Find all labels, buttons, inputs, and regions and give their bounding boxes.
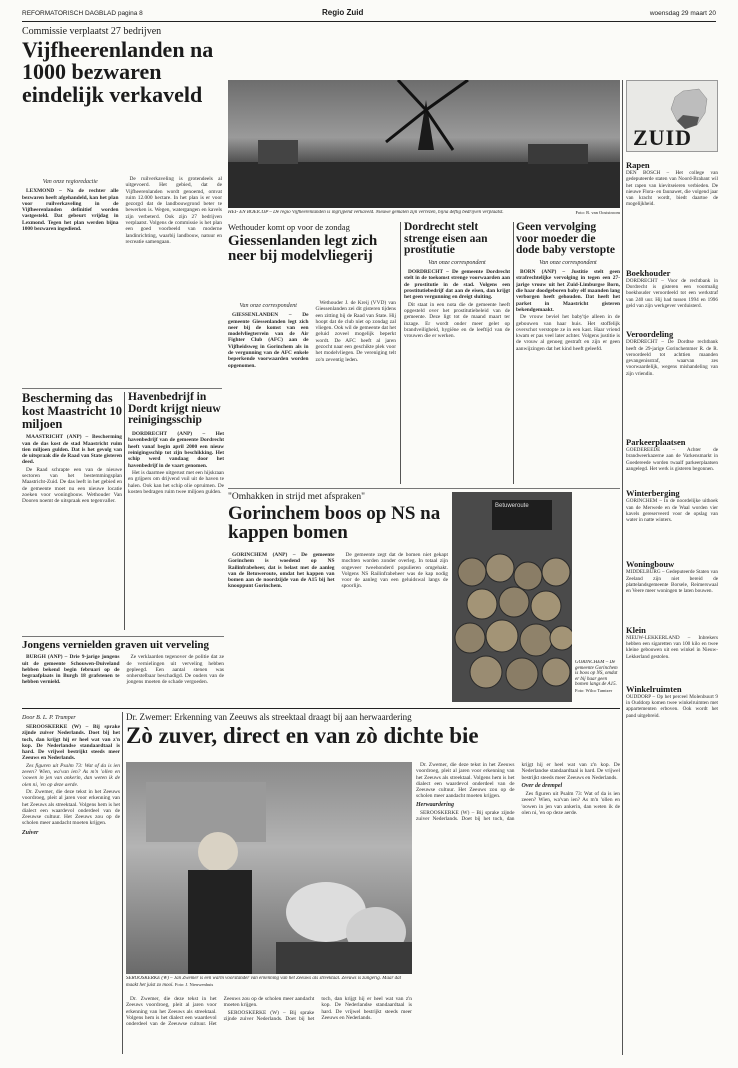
article-dordrecht-prostitutie [404,222,510,484]
column-divider [124,392,125,630]
article-maastricht-das [22,392,122,632]
article-body: De gemeente zegt dat de bomen niet gekapt mochten worden zonder overleg. In totaal zijn ongeveer tweehonderd populieren omgehakt. Volgens NS Railinfrabeheer was de kap nodig voor de aanleg van een geluidswal langs de spoorlijn. [341,552,448,590]
article-headline: Gorinchem boos op NS na kappen bomen [228,503,441,544]
brief-veroordeling [626,329,718,377]
article-headline: Vijfheerenlanden na 1000 bezwaren eindelijk verkaveld [22,37,214,107]
logs-credit: Foto: Wilco Tamtzer [575,687,613,693]
article-body: Ze verklaarden tegenover de politie dat ze de vernielingen uit verveling hebben gepleegd. Een aantal stenen was onherstelbaar beschadigd. De ouders van de jongens moeten de schade vergoeden. [126,654,224,686]
column-divider [122,712,123,1054]
article-havenbedrijf [128,392,224,632]
article-body: Dr. Zwemer, die deze tekst in het Zeeuws voordroeg, pleit al jaren voor erkenning van het Zeeuws als streektaal. Volgens hem is het dialect een waardevol onderdeel van de Zeeuwse cultuur. Het Zeeuws zou op de scholen meer aandacht moeten krijgen. [22,788,120,827]
article-zeeuws-right [416,762,620,1056]
brief-klein [626,625,718,660]
brief-title: Parkeerplaatsen [626,437,686,448]
article-lead: BORN (ANP) – Justitie stelt geen strafrechtelijke vervolging in tegen een 27-jarige vrouw uit het Zuid-Limburgse Born, die haar doodgeboren baby elf maanden lang verborgen heeft gehouden. Dat heeft het parket in Maastricht gisteren bekendgemaakt. [516,269,620,313]
brief-text: MIDDELBURG – Gedeputeerde Staten van Zeeland zijn niet bereid de plattelandsgemeente Borsele, Reimerswaal en Veere meer woningen te laten bouwen. [626,569,718,595]
article-vijfheerenlanden-body [22,176,222,386]
article-body: De ruilverkaveling is grotendeels al uitgevoerd. Het gebied, dat de Vijfheerenlanden wordt genoemd, omvat ruim 12.000 hectare. In het plan is er voor gezorgd dat de landbouwgrond beter te bewerken is. Wegen, watergangen en kavels zijn verbeterd. Ook zijn 27 bedrijven verplaatst. Volgens de commissie is het plan een goed voorbeeld van moderne landinrichting, waarbij landbouw, natuur en recreatie samengaan. [125,176,222,245]
article-lead: SEROOSKERKE (W) – Bij sprake zijnde zuiver Nederlands. Doet bij het toch, dan krijgt hij er heel wat van z'n kop. De Nederlandse standaardtaal is hard. De vrijwel bestrijkt steeds meer Zeeuws en Nederlands. [22,724,120,762]
article-body: Dr. Zwemer, die deze tekst in het Zeeuws voordroeg, pleit al jaren voor erkenning van het Zeeuws als streektaal. Volgens hem is het dialect een waardevol onderdeel van de Zeeuwse cultuur. Het Zeeuws zou op de scholen meer aandacht moeten krijgen. [416,762,515,800]
region-logo-text: ZUID [633,124,693,150]
brief-text: DORDRECHT – De Dordtse rechtbank heeft de 29-jarige Gorinchemmer R. de R. veroordeeld tot achttien maanden gevangenisstraf, waarvan zes voorwaardelijk, wegens mishandeling van zijn vriendin. [626,339,718,377]
column-divider [513,222,514,484]
article-headline: Zò zuver, direct en van zò dichte bie [126,723,479,748]
brief-parkeerplaatsen [626,437,718,472]
brief-title: Veroordeling [626,329,674,340]
section-rule [22,388,222,389]
article-headline: Dordrecht stelt strenge eisen aan prostitutie [404,222,488,257]
article-byline: Van onze correspondent [239,303,297,309]
zwemer-caption: SEROOSKERKE (W) – Jan Zwemer is een warm voorstander van erkenning van het Zeeuws als streektaal. Zeeuws is zungerig. Maar dat maakt het juist zo mooi. [126,976,402,988]
article-lead: BURGH (ANP) – Drie 9-jarige jongens uit de gemeente Schouwen-Duiveland hebben bekend begin februari op de begraafplaats in Burgh 18 grafstenen te hebben vernield. [22,654,120,686]
brief-rapen [626,160,718,208]
site-sign: Betuweroute [492,500,552,530]
brief-text: NIEUW-LEKKERLAND – Inbrekers hebben een sigaretten van 100 kilo en twee kleine gebouwen uit een winkel in Nieuw-Lekkerland gestolen. [626,634,718,660]
article-body: De vrouw beviel het baby'tje alleen in de gebouwen van haar huis. Het stoffelijk overschot verstopte ze in een kast. Haar vriend kwam er pas veel later achter. Volgens justitie is de vrouw al genoeg gestraft en zijn er geen aanwijzingen dat het kind heeft geleefd. [516,314,620,352]
article-byline: Van onze correspondent [428,260,486,267]
article-lead: LEXMOND – Na de rechter alle bezwaren heeft afgehandeld, kan het plan voor ruilverkaveling in de Vijfheerenlanden definitief worden vastgesteld. Dat gebeurt vrijdag in Lexmond. Tegen het plan werden bijna 1000 bezwaren ingediend. [22,188,119,233]
article-kicker: Commissie verplaatst 27 bedrijven [22,26,162,37]
article-lead: DORDRECHT (ANP) – Het havenbedrijf van de gemeente Dordrecht heeft vanaf begin april 2000 een nieuw reinigingsschip tot zijn beschikking. Het schip werd vandaag door het havenbedrijf in de vaart genomen. [128,431,224,469]
article-giessenlanden-head [228,222,396,300]
article-lead-repeat: SEROOSKERKE (W) – Bij sprake zijnde zuiver Nederlands. Doet bij het toch, dan krijgt hij er heel wat van z'n kop. De Nederlandse standaardtaal is hard. De vrijwel bestrijkt steeds meer Zeeuws en Nederlands. [416,762,620,823]
portrait-illustration [126,762,412,974]
brief-winterberging [626,488,718,523]
brief-text: DORDRECHT – Voor de rechtbank in Dordrecht is gisteren een voormalig boekhouder veroordeeld tot een werkstraf van 240 uur. Hij had tussen 1994 en 1996 geld van zijn werkgever verduisterd. [626,277,718,309]
article-byline: Van onze correspondent [539,260,597,267]
sidebar-divider [622,80,623,1055]
article-body-continued: Dr. Zwemer, die deze tekst in het Zeeuws voordroeg, pleit al jaren voor erkenning van het Zeeuws als streektaal. Volgens hem is het dialect een waardevol onderdeel van de Zeeuwse cultuur. Het Zeeuws zou op de scholen meer aandacht moeten krijgen. [126,996,315,1028]
article-lead: GIESSENLANDEN – De gemeente Giessenlanden legt zich neer bij de komst van een modelvliegterrein van de Air Fighter Club (AFC) aan de Vijfheidsweg in Gorinchem als in de vergunning van de AFC enkele beperkende voorwaarden worden opgenomen. [228,312,309,369]
article-headline: Havenbedrijf in Dordt krijgt nieuw reinigingsschip [128,392,221,427]
zwemer-photo [126,762,412,974]
article-headline: Giessenlanden legt zich neer bij modelvliegerij [228,233,378,265]
brief-woningbouw [626,559,718,594]
brief-text: GORINCHEM – In de noordelijke uithoek van de Merwede en de Waal worden vier kavels gereserveerd voor de opslag van water in natte winters. [626,498,718,524]
section-rule [228,488,620,489]
article-lead: MAASTRICHT (ANP) – Bescherming van de das kost de stad Maastricht ruim tien miljoen gulden. Dat is het gevolg van de uitspraak die de Raad van State gisteren deed. [22,434,122,466]
windmill-credit: Foto: R. van Ooststroom [575,210,620,215]
article-body: Dit staat in een nota die de gemeente heeft opgesteld over het prostitutiebeleid van de gemeente. Deze ligt tot de maand maart ter inzage. Er wordt onder meer gelet op brandveiligheid, hygiëne en de leeftijd van de vrouwen die er werken. [404,301,510,340]
section-rule [22,636,224,637]
article-gorinchem-body [228,552,448,702]
brief-winkelruimten [626,684,718,719]
brief-title: Winkelruimten [626,683,682,694]
article-body: De Raad schrapte een van de nieuwe sectoren van het bestemmingsplan Maastricht-Zuid. De das leeft in het gebied en de gemeente moet nu een nieuwe locatie zoeken voor woningbouw. Wethouder Van Dooren noemt de uitspraak een tegenvaller. [22,466,122,505]
zwemer-caption-row [126,976,412,994]
section-rule [22,708,620,709]
windmill-photo [228,80,620,208]
subheading-herwaardering: Herwaardering [416,801,455,808]
brief-text: OUDDORP – Op het perceel Molenbuurt 9 in Ouddorp komen twee winkelruimten met appartementen erboven. Ook wordt het pand uitgebreid. [626,693,718,719]
article-lead: DORDRECHT – De gemeente Dordrecht stelt in de toekomst strenge voorwaarden aan de prostitutie in de stad. Volgens een prostitutiebedrijf dat aan de eisen, dan krijgt het geen vergunning en dreigt sluiting. [404,269,510,301]
subheading-drempel: Over de drempel [521,782,563,789]
brief-title: Boekhouder [626,267,671,278]
article-byline: Van onze regioredactie [42,179,98,185]
masthead-rule [22,21,716,22]
article-headline: Jongens vernielden graven uit verveling [22,640,209,651]
article-headline: Bescherming das kost Maastricht 10 miljoen [22,392,122,431]
section-title: Regio Zuid [322,8,364,17]
article-body: Wethouder J. de Kreij (VVD) van Giessenlanden zei dit gisteren tijdens een zitting bij de Raad van State. Hij hoopt dat de club niet op zondag zal vliegen. Ook wil de gemeente dat het geluid zoveel mogelijk beperkt wordt. De AFC heeft al jaren gezocht naar een geschikte plek voor het modelvliegen. De vereniging telt zo'n zeventig leden. [315,300,396,363]
page-date: woensdag 29 maart 20 [649,10,716,17]
page-masthead [22,8,716,20]
logs-pile-icon [452,492,572,702]
article-zeeuws-bottom [126,996,412,1056]
article-lead: GORINCHEM (ANP) – De gemeente Gorinchem is woedend op NS Railinfrabeheer, dat is belast met de aanleg van de Betuweroute, omdat het kappen van bomen aan de noordzijde van de A15 bij het knooppunt Gorinchem. [228,552,335,590]
brief-text: GOEDEREEDE – Achter de brandweerkazerne aan de Varkensmarkt in Goedereede worden twaalf parkeerplaatsen aangelegd. Het werk is gisteren begonnen. [626,447,718,472]
subheading-zuiver: Zuiver [22,829,39,836]
article-headline: Geen vervolging voor moeder die dode baby verstopte [516,222,616,257]
brief-boekhouder [626,268,718,309]
article-zeeuws-left [22,712,120,1057]
article-born-baby [516,222,620,484]
region-logo-box [626,80,718,152]
zwemer-credit: Foto: J. Nieuwenhuis [174,981,214,987]
article-gorinchem-head [228,492,448,552]
article-lead-continued: SEROOSKERKE (W) – Bij sprake zijnde zuiver Nederlands. Doet bij het toch, dan krijgt hij er heel wat van z'n kop. De Nederlandse standaardtaal is hard. De vrijwel bestrijkt steeds meer Zeeuws en Nederlands. [223,996,412,1022]
article-kicker: Dr. Zwemer: Erkenning van Zeeuws als streektaal draagt bij aan herwaardering [126,712,412,722]
windmill-caption-row [228,210,620,218]
windmill-illustration [228,80,620,208]
brief-title: Woningbouw [626,559,675,570]
brief-title: Winterberging [626,488,680,499]
news-briefs-sidebar [626,156,718,1056]
column-divider [400,222,401,484]
article-giessenlanden-body [228,300,396,485]
paper-name: REFORMATORISCH DAGBLAD pagina 8 [22,10,143,17]
logs-caption: GORINCHEM – De gemeente Gorinchem is boos op NS, omdat er bij haar geen bomen langs de A15. [575,660,618,688]
article-byline: Door B. L. P. Trumper [22,715,76,721]
logs-photo [452,492,572,702]
logs-caption-box [575,660,620,704]
windmill-caption: HEI- EN BOEICOP – De regio Vijfheerenlanden is ingrijpend verkaveld. Nieuwe gemalen zijn verrezen, bijna deftig bedrijven verplaatst. [228,210,504,215]
article-kicker: Wethouder komt op voor de zondag [228,222,350,232]
article-poem-repeat: Zes figuren uit Psalm 73: Wat of da is ien zeeen? Wien, wa'van ien? As m'n 'ollen en 'oowen in jen van ankerin, dan weten ik de olen ni, 'en op deze aerde. [521,791,620,817]
brief-title: Rapen [626,160,650,170]
brief-title: Klein [626,624,646,635]
brief-text: DEN BOSCH – Het college van gedeputeerde staten van Noord-Brabant wil het rapen van kievitseieren verbieden. De nieuwe Flora- en faunawet, die volgend jaar van kracht wordt, biedt daartoe de mogelijkheid. [626,170,718,208]
article-jongens-graven [22,640,224,704]
article-body: Het is daarmee uitgerust met een hijskraan en grijpers om drijvend vuil uit de haven te halen. Ook kan het schip olie opruimen. De kosten bedragen ruim twee miljoen gulden. [128,469,224,495]
article-kicker: "Omhakken in strijd met afspraken" [228,492,366,502]
article-poem: Zes figuren uit Psalm 73: Wat of da is ien zeeen? Wien, wa'van ien? As m'n 'ollen en 'oowen in jen van ankerin, dan weten ik de olen ni, 'en op deze aerde. [22,762,120,788]
